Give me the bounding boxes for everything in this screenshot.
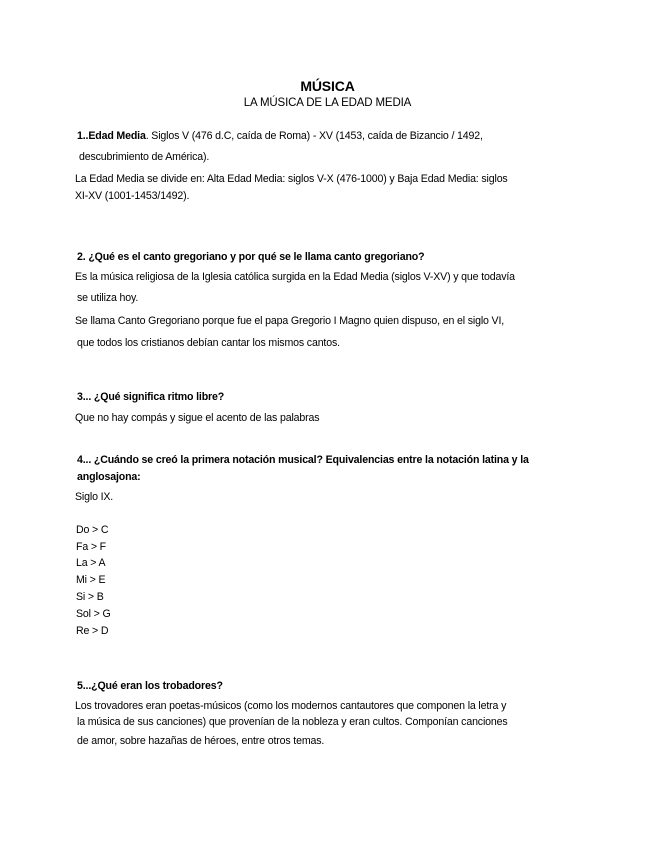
section-1-text: . Siglos V (476 d.C, caída de Roma) - XV (1453, caída de Bizancio / 1492,	[145, 130, 483, 142]
section-4-heading-1: 4... ¿Cuándo se creó la primera notación musical? Equivalencias entre la notación latina y la	[77, 454, 529, 466]
section-2-line-3: Se llama Canto Gregoriano porque fue el papa Gregorio I Magno quien dispuso, en el siglo VI,	[75, 315, 505, 327]
section-1-line-2: descubrimiento de América).	[79, 151, 210, 163]
section-4-heading-2: anglosajona:	[77, 471, 141, 483]
section-1-line-1	[77, 129, 483, 143]
note-equivalence: La > A	[76, 557, 106, 569]
section-2-line-4: que todos los cristianos debían cantar los mismos cantos.	[77, 337, 340, 349]
section-1-heading: Edad Media	[88, 130, 146, 142]
section-4-line-1: Siglo IX.	[75, 491, 114, 503]
section-3-heading: 3... ¿Qué significa ritmo libre?	[77, 391, 225, 403]
section-2-heading: 2. ¿Qué es el canto gregoriano y por qué se le llama canto gregoriano?	[77, 251, 425, 263]
section-5-heading: 5...¿Qué eran los trobadores?	[77, 680, 223, 692]
section-5-line-1: Los trovadores eran poetas-músicos (como los modernos cantautores que componen la letra y	[75, 700, 507, 712]
section-1-line-3: La Edad Media se divide en: Alta Edad Media: siglos V-X (476-1000) y Baja Edad Media: siglos	[75, 173, 508, 185]
section-2-line-1: Es la música religiosa de la Iglesia católica surgida en la Edad Media (siglos V-XV) y que todavía	[75, 271, 515, 283]
document-title: MÚSICA	[300, 78, 355, 94]
section-3-line-1: Que no hay compás y sigue el acento de las palabras	[75, 412, 320, 424]
note-equivalence: Mi > E	[76, 574, 106, 586]
note-equivalence: Re > D	[76, 625, 109, 637]
section-5-line-3: de amor, sobre hazañas de héroes, entre otros temas.	[77, 735, 325, 747]
section-1-line-4: XI-XV (1001-1453/1492).	[75, 190, 190, 202]
note-equivalence: Si > B	[76, 591, 104, 603]
section-1-number: 1..	[77, 130, 89, 142]
section-2-line-2: se utiliza hoy.	[77, 292, 139, 304]
note-equivalence: Do > C	[76, 524, 109, 536]
document-subtitle: LA MÚSICA DE LA EDAD MEDIA	[243, 97, 412, 109]
note-equivalence: Fa > F	[76, 541, 107, 553]
note-equivalence: Sol > G	[76, 608, 111, 620]
section-5-line-2: la música de sus canciones) que provenían de la nobleza y eran cultos. Componían canciones	[77, 716, 508, 728]
